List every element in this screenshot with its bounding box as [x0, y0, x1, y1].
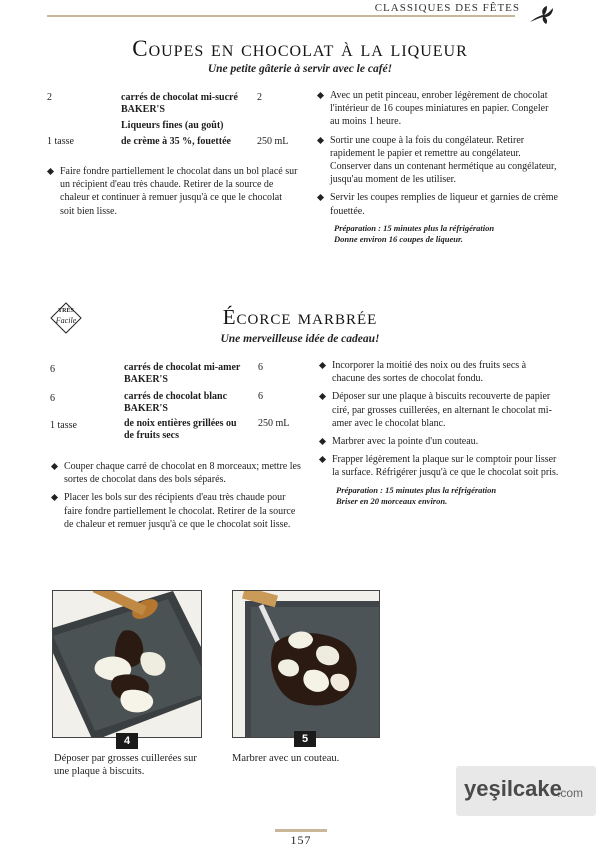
bullet-icon	[47, 168, 54, 175]
step-photo-4	[52, 590, 202, 738]
prep-time: Préparation : 15 minutes plus la réfrigération	[334, 222, 495, 233]
step-item	[320, 453, 560, 479]
marbling-knife-photo	[233, 591, 380, 738]
ingredient-name: Liqueurs fines (au goût)	[121, 120, 224, 131]
step-number-badge: 4	[116, 733, 138, 749]
ingredient-qty: 2	[47, 92, 52, 103]
photo-caption: Déposer par grosses cuillerées sur une plaque à biscuits.	[54, 753, 197, 777]
recipe2-title: Écorce marbrée	[222, 305, 378, 329]
ingredient-name: de crème à 35 %, fouettée	[121, 136, 231, 147]
ingredient-name: carrés de chocolat mi-sucré BAKER'S	[121, 92, 238, 115]
ingredient-name: carrés de chocolat mi-amer BAKER'S	[124, 362, 241, 385]
bullet-icon	[317, 194, 324, 201]
step-text: Frapper légèrement la plaque sur le comptoir pour lisser la surface. Réfrigérer jusqu'à ce que le chocolat soit pris.	[332, 454, 559, 479]
ingredient-name: carrés de chocolat blanc BAKER'S	[124, 391, 228, 414]
step-item	[318, 191, 558, 217]
step-number-badge: 5	[294, 731, 316, 747]
ingredient-name: de noix entières grillées ou de fruits secs	[124, 418, 237, 441]
step-text: Servir les coupes remplies de liqueur et garnies de crème fouettée.	[330, 192, 558, 217]
step-text: Placer les bols sur des récipients d'eau très chaude pour faire fondre partiellement le chocolat. Retirer de la source de chaleur et remuer jusqu'à ce que le chocolat soit lisse.	[64, 492, 296, 530]
header-rule	[47, 15, 515, 17]
recipe2-subtitle: Une merveilleuse idée de cadeau!	[220, 333, 380, 345]
ingredient-metric: 6	[258, 391, 263, 402]
yield: Donne environ 16 coupes de liqueur.	[334, 233, 463, 244]
chocolate-drop-photo	[53, 591, 202, 738]
yield: Briser en 20 morceaux environ.	[336, 495, 448, 506]
badge-line2: Facile	[55, 316, 77, 325]
recipe1-steps-left	[48, 165, 298, 223]
bullet-icon	[319, 456, 326, 463]
ingredient-metric: 6	[258, 362, 263, 373]
recipe1-subtitle: Une petite gâterie à servir avec le café!	[207, 63, 393, 75]
step-item	[52, 491, 302, 531]
step-photo-5	[232, 590, 380, 738]
ingredient-metric: 250 mL	[257, 136, 289, 147]
step-text: Incorporer la moitié des noix ou des fruits secs à chacune des sortes de chocolat fondu.	[332, 360, 527, 385]
ingredient-metric: 2	[257, 92, 262, 103]
badge-line1: TRÈS	[58, 308, 74, 314]
ingredient-qty: 6	[50, 364, 55, 375]
ingredient-qty: 1 tasse	[47, 136, 74, 147]
step-text: Déposer sur une plaque à biscuits recouverte de papier ciré, par grosses cuillerées, en alternant le chocolat mi-amer avec le chocolat blanc.	[332, 391, 552, 429]
step-item	[320, 435, 560, 448]
page-number-bar	[275, 829, 327, 832]
step-item	[52, 460, 302, 486]
ingredient-qty: 6	[50, 393, 55, 404]
recipe2-steps-right	[320, 359, 560, 507]
recipe1-ingredients	[47, 92, 307, 152]
step-item	[320, 359, 560, 385]
photo-caption: Marbrer avec un couteau.	[232, 753, 340, 764]
recipe1-title: Coupes en chocolat à la liqueur	[132, 36, 468, 61]
bullet-icon	[319, 438, 326, 445]
bullet-icon	[317, 137, 324, 144]
step-text: Marbrer avec la pointe d'un couteau.	[332, 436, 479, 448]
step-text: Sortir une coupe à la fois du congélateur. Retirer rapidement le papier et remettre au congélateur. Conserver dans un contenant hermétique au congélateur, jusqu'au moment de les utiliser.	[330, 134, 557, 186]
step-item	[318, 134, 558, 187]
prep-time: Préparation : 15 minutes plus la réfrigération	[336, 484, 497, 495]
step-text: Avec un petit pinceau, enrober légèrement de chocolat l'intérieur de 16 coupes miniatures en papier. Congeler au moins 1 heure.	[330, 90, 549, 128]
bullet-icon	[317, 92, 324, 99]
step-item	[48, 165, 298, 218]
yesilcake-watermark	[456, 766, 596, 816]
step-text: Couper chaque carré de chocolat en 8 morceaux; mettre les sortes de chocolat dans des bols séparés.	[64, 461, 301, 486]
recipe1-steps-right	[318, 89, 558, 245]
bullet-icon	[51, 494, 58, 501]
bullet-icon	[51, 463, 58, 470]
ingredient-qty: 1 tasse	[50, 420, 77, 431]
step-item	[320, 390, 560, 430]
watermark-suffix: .com	[557, 786, 584, 800]
page-number: 157	[290, 833, 312, 847]
step-text: Faire fondre partiellement le chocolat dans un bol placé sur un récipient d'eau très chaude. Retirer de la source de chaleur et continuer à remuer jusqu'à ce que le chocolat soit bien lisse.	[60, 166, 298, 217]
step-item	[318, 89, 558, 129]
recipe2-steps-left	[52, 460, 302, 536]
bullet-icon	[319, 393, 326, 400]
bullet-icon	[319, 362, 326, 369]
watermark-text: yeşilcake	[464, 776, 562, 801]
recipe2-ingredients	[50, 362, 310, 442]
ingredient-metric: 250 mL	[258, 418, 290, 429]
section-title: CLASSIQUES DES FÊTES	[374, 2, 520, 14]
leaf-ornament-icon	[527, 4, 555, 26]
